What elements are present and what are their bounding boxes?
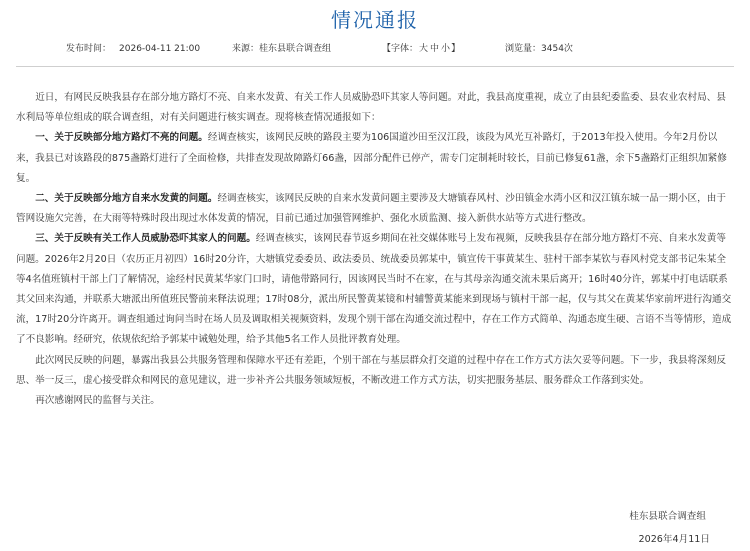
page-title: 情况通报 xyxy=(331,8,419,32)
paragraph-text: 经调查核实，该网民反映的自来水发黄问题主要涉及大塘镇春风村、沙田镇金水湾小区和汉江镇东城一品一期小区，由于管网设施欠完善，在大雨等特殊时段出现过水体发黄的情况，目前已通过加强管网维护、强化水质监测、接入新供水站等方式进行整改。 xyxy=(16,193,726,225)
paragraph-text: 经调查核实，该网民春节返乡期间在社交媒体账号上发布视频，反映我县存在部分地方路灯不亮、自来水发黄等问题。2026年2月20日（农历正月初四）16时20分许，大塘镇党委委员、政法委员、统战委员郭某中，镇宣传干事黄某生、驻村干部李某钦与春风村党支部书记朱某全等4名值班镇村干部上门了解情况，途经村民黄某华家门口时，请他带路同行，因该网民当时不在家，在与其母亲沟通交流未果后离开；16时40分许，郭某中打电话联系其父回来沟通，并联系大塘派出所值班民警前来释法说理；17时08分，派出所民警黄某镜和村辅警黄某能来到现场与镇村干部一起，仅与其父在黄某华家前坪进行沟通交流，17时20分许离开。调查组通过询问当时在场人员及调取相关视频资料，发现个别干部在沟通交流过程中，存在工作方式简单、沟通态度生硬、言语不当等情形，造成了不良影响。经研究，依规依纪给予郭某中诫勉处理，给予其他5名工作人员批评教育处理。 xyxy=(16,233,732,346)
views-label: 浏览量： xyxy=(505,44,542,54)
views-info xyxy=(505,41,573,54)
views-count: 3454次 xyxy=(541,44,573,54)
section-heading: 三、关于反映有关工作人员威胁恐吓其家人的问题。 xyxy=(35,233,256,245)
paragraph-conclusion xyxy=(16,351,734,391)
paragraph-section-1 xyxy=(16,128,734,189)
paragraph-thanks xyxy=(16,391,734,411)
source-info xyxy=(232,41,331,54)
font-medium-link[interactable]: 中 xyxy=(430,44,440,54)
section-heading: 一、关于反映部分地方路灯不亮的问题。 xyxy=(35,132,208,144)
signature-org: 桂东县联合调查组 xyxy=(629,511,706,522)
paragraph-text: 近日，有网民反映我县存在部分地方路灯不亮、自来水发黄、有关工作人员威胁恐吓其家人等问题。对此，我县高度重视，成立了由县纪委监委、县农业农村局、县水利局等单位组成的联合调查组，对有关问题进行核实调查。现将核查情况通报如下： xyxy=(16,92,726,124)
source-value: 桂东县联合调查组 xyxy=(259,44,332,54)
meta-divider xyxy=(16,66,734,67)
font-size-close: 】 xyxy=(451,44,461,54)
font-size-switcher xyxy=(382,41,460,54)
meta-bar xyxy=(0,41,750,59)
paragraph-section-3 xyxy=(16,229,734,350)
publish-time: 2026-04-11 21:00 xyxy=(119,44,201,54)
font-large-link[interactable]: 大 xyxy=(419,44,429,54)
paragraph-text: 再次感谢网民的监督与关注。 xyxy=(35,395,160,407)
paragraph-text: 经调查核实，该网民反映的路段主要为106国道沙田至汉江段，该段为风光互补路灯，于2013年投入使用。今年2月份以来，我县已对该路段的875盏路灯进行了全面检修，共排查发现故障路灯66盏，因部分配件已停产，需专门定制耗时较长，目前已修复61盏，余下5盏路灯正组织加紧修复。 xyxy=(16,132,727,184)
signature-date: 2026年4月11日 xyxy=(638,534,710,545)
font-small-link[interactable]: 小 xyxy=(441,44,451,54)
article-body xyxy=(16,88,734,411)
font-size-label: 【字体： xyxy=(382,44,419,54)
section-heading: 二、关于反映部分地方自来水发黄的问题。 xyxy=(35,193,218,205)
source-label: 来源： xyxy=(232,44,260,54)
paragraph-intro xyxy=(16,88,734,128)
publish-info xyxy=(66,41,200,54)
paragraph-text: 此次网民反映的问题，暴露出我县公共服务管理和保障水平还有差距，个别干部在与基层群众打交道的过程中存在工作方式方法欠妥等问题。下一步，我县将深刻反思、举一反三，虚心接受群众和网民的意见建议，进一步补齐公共服务领域短板，不断改进工作方式方法，切实把服务基层、服务群众工作落到实处。 xyxy=(16,354,726,386)
publish-label: 发布时间： xyxy=(66,44,112,54)
paragraph-section-2 xyxy=(16,189,734,229)
